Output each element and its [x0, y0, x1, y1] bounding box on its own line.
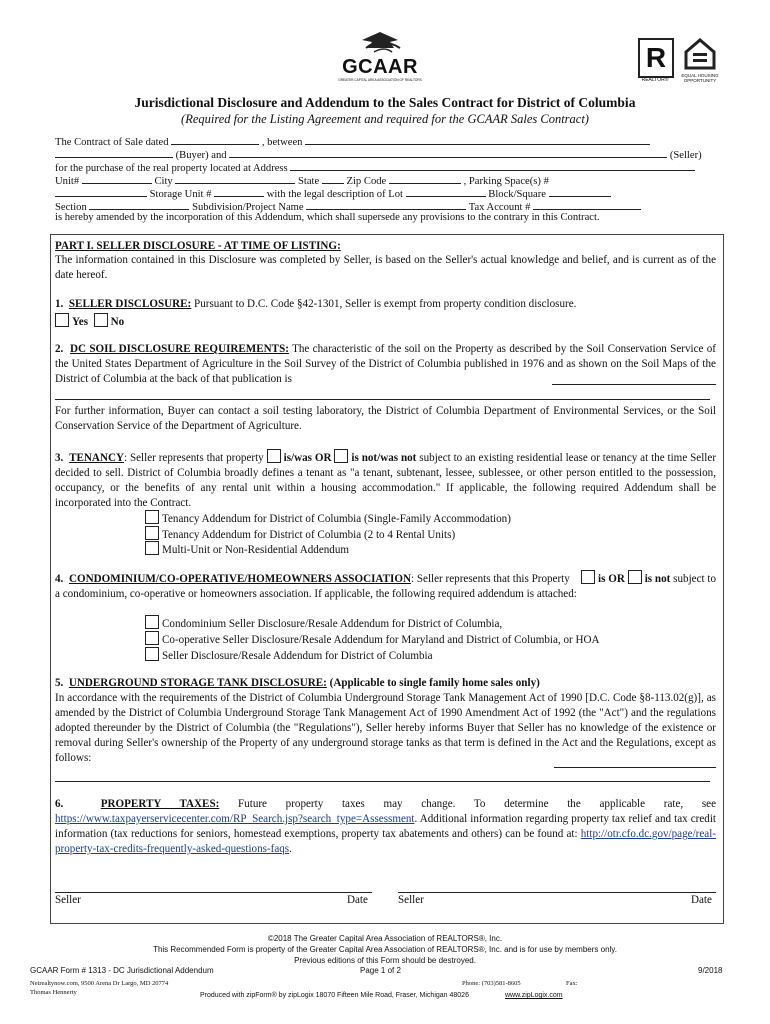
storage-tank-exceptions-field-2[interactable]: [55, 781, 710, 782]
contract-line-5: Storage Unit # with the legal description of Lot Block/Square: [55, 186, 717, 201]
tenancy-option-1: Tenancy Addendum for District of Columbia (Single-Family Accommodation): [145, 510, 511, 527]
section-3-heading: TENANCY: [69, 452, 124, 464]
co-operative-checkbox[interactable]: [145, 631, 159, 645]
section-5-heading: UNDERGROUND STORAGE TANK DISCLOSURE:: [68, 677, 327, 689]
buyer-name-field[interactable]: [305, 134, 650, 145]
state-field[interactable]: [322, 173, 344, 184]
tenancy-2-4-units-checkbox[interactable]: [145, 526, 159, 540]
footer-fax: Fax:: [566, 980, 578, 987]
section-3: 3. TENANCY: Seller represents that property is/was OR is not/was not subject to an existing residential lease or tenancy at the time Seller decided to sell. District of Columbia broadly defines a tenant as "a tenant, subtenant, lessee, sublessee, or other person entitled to the possession, occupancy, or the benefits of any rental unit within a housing accommodation." If applicable, the following required Addendum shall be incorporated into the Contract.: [55, 449, 716, 511]
contract-line-6: Section Subdivision/Project Name Tax Account #: [55, 199, 717, 214]
hoa-option-2: Co-operative Seller Disclosure/Resale Addendum for Maryland and District of Columbia, or HOA: [145, 631, 600, 648]
storage-unit-field[interactable]: [214, 186, 264, 197]
footer-property-notice: This Recommended Form is property of the Greater Capital Area Association of REALTORS®, Inc. and is for use by members only.: [153, 945, 617, 954]
buyer-name-field-2[interactable]: [55, 147, 173, 158]
section-4-heading: CONDOMINIUM/CO-OPERATIVE/HOMEOWNERS ASSOCIATION: [68, 573, 411, 585]
seller-label-1: Seller: [55, 894, 81, 906]
hoa-option-3: Seller Disclosure/Resale Addendum for District of Columbia: [145, 647, 433, 664]
gcaar-tagline: GREATER CAPITAL AREA ASSOCIATION OF REALTORS: [338, 78, 422, 82]
date-label-1: Date: [347, 894, 368, 906]
section-field[interactable]: [89, 199, 189, 210]
footer-copyright: ©2018 The Greater Capital Area Association of REALTORS®, Inc.: [267, 934, 503, 943]
section-1: 1. SELLER DISCLOSURE: Pursuant to D.C. Code §42-1301, Seller is exempt from property condition disclosure.: [55, 298, 577, 310]
footer-agent: Thomas Hennerty: [30, 989, 77, 996]
footer-page-number: Page 1 of 2: [360, 966, 401, 975]
storage-tank-exceptions-field[interactable]: [554, 767, 716, 768]
tenancy-single-family-checkbox[interactable]: [145, 510, 159, 524]
section-5: 5. UNDERGROUND STORAGE TANK DISCLOSURE: (Applicable to single family home sales only): [55, 677, 540, 689]
footer-phone: Phone: (703)581-8605: [462, 980, 521, 987]
tenancy-is-checkbox[interactable]: [267, 449, 281, 463]
section-1-heading: SELLER DISCLOSURE:: [68, 298, 192, 310]
tax-assessment-link[interactable]: https://www.taxpayerservicecenter.com/RP_Search.jsp?search_type=Assessment: [55, 813, 415, 825]
tenancy-option-2: Tenancy Addendum for District of Columbia (2 to 4 Rental Units): [145, 526, 455, 543]
seller-label-2: Seller: [398, 894, 424, 906]
tenancy-is-not-checkbox[interactable]: [334, 449, 348, 463]
gcaar-logo-text: GCAAR: [342, 56, 418, 78]
tenancy-option-3: Multi-Unit or Non-Residential Addendum: [145, 541, 349, 558]
document-title: Jurisdictional Disclosure and Addendum to the Sales Contract for District of Columbia: [134, 95, 636, 110]
multi-unit-checkbox[interactable]: [145, 541, 159, 555]
footer-form-number: GCAAR Form # 1313 - DC Jurisdictional Addendum: [30, 966, 214, 975]
seller-signature-line-2[interactable]: [398, 892, 716, 893]
document-subtitle: (Required for the Listing Agreement and required for the GCAAR Sales Contract): [181, 112, 589, 126]
section-2: 2. DC SOIL DISCLOSURE REQUIREMENTS: The characteristic of the soil on the Property as described by the Soil Conservation Service of the United States Department of Agriculture in the Soil Survey of the District of Columbia published in 1976 and as shown on the Soil Maps of the District of Columbia at the back of that publication is: [55, 343, 716, 385]
section-5-text: In accordance with the requirements of the District of Columbia Underground Storage Tank Management Act of 1990 [D.C. Code §8-113.02(g)], as amended by the District of Columbia Underground Storage Tank Management Act of 1990 Amendment Act of 1992 (the "Act") and the regulations adopted thereunder by the District of Columbia (the "Regulations"), Seller hereby informs Buyer that Seller has no knowledge of the existence or removal during Seller's ownership of the Property of any underground storage tanks as that term is defined in the Act and the Regulations, except as follows:: [55, 692, 716, 764]
part-1-intro: The information contained in this Disclosure was completed by Seller, is based on the Seller's actual knowledge and belief, and is current as of the date hereof.: [55, 254, 716, 281]
realtor-r-icon: R: [645, 42, 667, 73]
soil-type-field[interactable]: [552, 384, 716, 385]
block-square-field[interactable]: [549, 186, 611, 197]
tax-credits-faq-link[interactable]: http://otr.cfo.dc.gov/page/real-property-tax-credits-frequently-asked-questions-faqs: [55, 828, 716, 855]
yes-checkbox[interactable]: [55, 313, 69, 327]
section-6: 6. PROPERTY TAXES: Future property taxes may change. To determine the applicable rate, see https://www.taxpayerservicecenter.com/RP_Search.jsp?search_type=Assessment. Additional information regarding property tax relief and tax credit information (tax reductions for seniors, homestead exemptions, property tax abatements and others) can be found at: http://otr.cfo.dc.gov/page/real-property-tax-credits-frequently-asked-questions-faqs.: [55, 798, 717, 855]
hoa-is-checkbox[interactable]: [581, 570, 595, 584]
section-2-more-info: For further information, Buyer can contact a soil testing laboratory, the District of Columbia Department of Environmental Services, or the Soil Conservation Service of the Department of Agriculture.: [55, 405, 716, 432]
contract-line-2: (Buyer) and (Seller): [55, 147, 717, 162]
section-1-options: Yes No: [55, 313, 124, 330]
realtor-caption: REALTOR®: [641, 77, 669, 83]
no-checkbox[interactable]: [94, 313, 108, 327]
subdivision-field[interactable]: [306, 199, 466, 210]
section-2-heading: DC SOIL DISCLOSURE REQUIREMENTS:: [69, 343, 289, 355]
contract-line-4: Unit# City State Zip Code , Parking Space(s) #: [55, 173, 717, 188]
section-6-heading: PROPERTY TAXES:: [100, 798, 220, 810]
seller-signature-line-1[interactable]: [55, 892, 372, 893]
contract-line-1: The Contract of Sale dated , between: [55, 134, 717, 149]
hoa-option-1: Condominium Seller Disclosure/Resale Addendum for District of Columbia,: [145, 615, 502, 632]
soil-type-field-2[interactable]: [55, 399, 710, 400]
ziplogix-link[interactable]: www.zipLogix.com: [505, 992, 563, 999]
eho-caption: EQUAL HOUSING OPPORTUNITY: [681, 73, 719, 83]
equal-housing-icon: [682, 36, 718, 72]
hoa-is-not-checkbox[interactable]: [628, 570, 642, 584]
realtor-logo: [638, 38, 674, 78]
lot-field[interactable]: [406, 186, 486, 197]
zip-field[interactable]: [389, 173, 461, 184]
condominium-checkbox[interactable]: [145, 615, 159, 629]
footer-brokerage: Netrealtynow.com, 9500 Arena Dr Largo, MD 20774: [30, 980, 169, 987]
footer-form-date: 9/2018: [698, 966, 723, 975]
city-field[interactable]: [175, 173, 295, 184]
hoa-resale-checkbox[interactable]: [145, 647, 159, 661]
contract-line-7: is hereby amended by the incorporation of this Addendum, which shall supersede any provisions to the contrary in this Contract.: [55, 212, 600, 223]
footer-produced-with: Produced with zipForm® by zipLogix 18070 Fifteen Mile Road, Fraser, Michigan 48026: [200, 992, 469, 999]
unit-field[interactable]: [82, 173, 152, 184]
section-4: 4. CONDOMINIUM/CO-OPERATIVE/HOMEOWNERS ASSOCIATION: Seller represents that this Property is OR is not subject to a condominium, co-operative or homeowners association. If applicable, the following required addendum is attached:: [55, 570, 716, 602]
contract-line-3: for the purchase of the real property located at Address: [55, 160, 717, 175]
parking-field[interactable]: [55, 186, 147, 197]
seller-name-field[interactable]: [229, 147, 667, 158]
address-field[interactable]: [290, 160, 695, 171]
contract-date-field[interactable]: [171, 134, 259, 145]
tax-account-field[interactable]: [533, 199, 641, 210]
footer-previous-editions: Previous editions of this Form should be destroyed.: [294, 956, 476, 965]
part-1-heading: PART I. SELLER DISCLOSURE - AT TIME OF LISTING:: [55, 240, 341, 252]
date-label-2: Date: [691, 894, 712, 906]
